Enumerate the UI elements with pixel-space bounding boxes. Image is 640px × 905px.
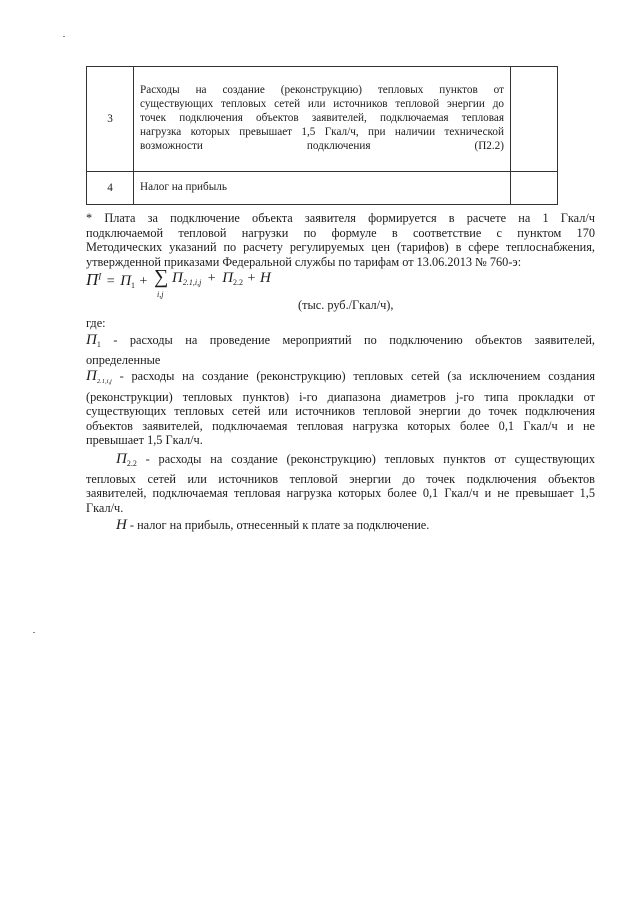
definition-line: Гкал/ч. — [86, 500, 124, 515]
formula-lhs: П — [86, 270, 99, 289]
definition-line — [86, 369, 595, 390]
definition-p21 — [86, 369, 595, 448]
formula-p21-sub: 2.1,i,j — [182, 278, 202, 287]
footnote-paragraph — [86, 211, 595, 269]
definition-h — [86, 518, 595, 533]
formula-sum-sign: ∑ — [154, 266, 169, 288]
scan-speck — [33, 632, 35, 633]
desc-word: возможности — [140, 140, 203, 152]
footnote-line: * Плата за подключение объекта заявителя формируется в расчете на 1 Гкал/ч — [86, 211, 595, 225]
formula-p22-sub: 2.2 — [233, 278, 244, 287]
formula-lhs-sup: I — [98, 271, 102, 282]
formula-h: Н — [259, 270, 271, 286]
row-description: Налог на прибыль — [134, 172, 511, 205]
def-p22-symbol: П — [116, 451, 127, 467]
row-number: 4 — [87, 172, 134, 205]
formula-plus: + — [247, 271, 256, 286]
definition-line — [86, 333, 595, 353]
def-p1-sub: 1 — [96, 340, 101, 349]
definition-p22 — [86, 452, 595, 515]
formula-equals: = — [106, 274, 115, 289]
table-row — [87, 67, 558, 172]
def-p22-text: - расходы на создание (реконструкцию) тепловых пунктов от существующих — [136, 452, 595, 466]
footnote-line: Методических указаний по расчету регулируемых цен (тарифов) в сфере теплоснабжения, — [86, 240, 595, 255]
row-description — [134, 67, 511, 172]
formula-plus: + — [207, 271, 216, 286]
desc-last-line — [140, 139, 504, 153]
definition-line: существующих тепловых сетей или источников тепловой энергии до точек подключения — [86, 404, 595, 419]
formula-p1-sub: 1 — [131, 281, 136, 290]
definition-line: определенные — [86, 352, 161, 367]
definition-line: (реконструкции) тепловых пунктов) i-го диапазона диаметров j-го типа прокладки от — [86, 389, 595, 404]
formula-units: (тыс. руб./Гкал/ч), — [298, 298, 394, 312]
cost-table — [86, 66, 558, 205]
desc-line: существующих тепловых сетей или источников тепловой энергии до — [140, 98, 504, 110]
row-number: 3 — [87, 67, 134, 172]
desc-code: (П2.2) — [474, 140, 504, 152]
definition-line: тепловых сетей или источников тепловой энергии до точек подключения объектов — [86, 471, 595, 486]
where-label: где: — [86, 316, 106, 330]
definition-p1 — [86, 333, 595, 367]
row-value — [511, 172, 558, 205]
def-h-text: - налог на прибыль, отнесенный к плате за подключение. — [126, 518, 430, 532]
formula-p1: П — [120, 273, 132, 289]
def-p1-text: - расходы на проведение мероприятий по подключению объектов заявителей, — [100, 333, 595, 347]
def-p21-symbol: П — [86, 368, 97, 384]
formula — [86, 268, 606, 314]
definition-line: превышает 1,5 Гкал/ч. — [86, 433, 203, 448]
table-row — [87, 172, 558, 205]
def-p22-sub: 2.2 — [126, 459, 137, 468]
desc-line: точек подключения объектов заявителей, подключаемая тепловая — [140, 112, 504, 124]
desc-word: подключения — [306, 140, 371, 152]
footnote-line: подключаемой тепловой нагрузки по формуле в соответствие с пунктом 170 — [86, 225, 595, 240]
def-p21-sub: 2.1,i,j — [96, 378, 112, 385]
formula-p21: П — [172, 270, 183, 286]
formula-plus: + — [139, 274, 148, 289]
row-value — [511, 67, 558, 172]
definition-line — [86, 452, 595, 472]
formula-p22: П — [222, 270, 234, 286]
desc-line: нагрузка которых превышает 1,5 Гкал/ч, при наличии технической — [140, 126, 504, 138]
def-p21-text: - расходы на создание (реконструкцию) тепловых сетей (за исключением создания — [111, 369, 595, 383]
def-h-symbol: Н — [116, 517, 127, 533]
definition-line: объектов заявителей, подключаемая тепловая нагрузка которых более 0,1 Гкал/ч и не — [86, 418, 595, 433]
definition-line: заявителей, подключаемая тепловая нагрузка которых более 0,1 Гкал/ч и не превышает 1,5 — [86, 486, 595, 501]
def-p1-symbol: П — [86, 332, 97, 348]
scan-speck — [63, 36, 65, 37]
footnote-line: утвержденной приказами Федеральной службы по тарифам от 13.06.2013 № 760-э: — [86, 254, 522, 269]
desc-line: Расходы на создание (реконструкцию) тепловых пунктов от — [140, 84, 504, 96]
formula-sum-sub: i,j — [157, 290, 164, 299]
